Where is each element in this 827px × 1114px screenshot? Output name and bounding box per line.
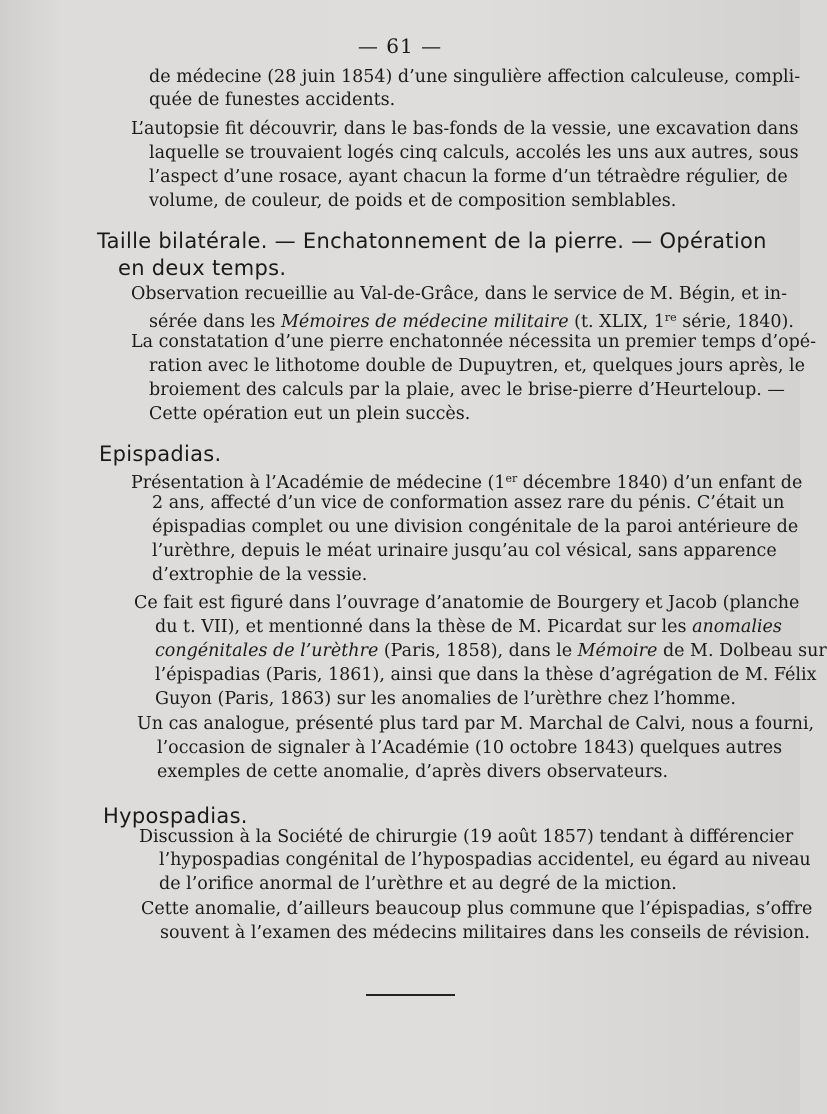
text-line: ration avec le lithotome double de Dupuytren, et, quelques jours après, le — [149, 356, 806, 376]
text-line: Discussion à la Société de chirurgie (19 août 1857) tendant à différencier — [139, 827, 794, 847]
text-line: 2 ans, affecté d’un vice de conformation assez rare du pénis. C’était un — [152, 493, 785, 513]
text-line: souvent à l’examen des médecins militaires dans les conseils de révision. — [160, 923, 810, 943]
page-number: — 61 — — [357, 34, 443, 58]
text-line: Cette opération eut un plein succès. — [149, 404, 471, 424]
text-line: Ce fait est figuré dans l’ouvrage d’anatomie de Bourgery et Jacob (planche — [134, 593, 800, 613]
text-line: congénitales de l’urèthre (Paris, 1858), dans le Mémoire de M. Dolbeau sur — [155, 641, 827, 661]
text-line: laquelle se trouvaient logés cinq calculs, accolés les uns aux autres, sous — [149, 143, 799, 163]
text-line: Guyon (Paris, 1863) sur les anomalies de l’urèthre chez l’homme. — [155, 689, 736, 709]
text-line: épispadias complet ou une division congénitale de la paroi antérieure de — [152, 517, 799, 537]
text-line: l’aspect d’une rosace, ayant chacun la forme d’un tétraèdre régulier, de — [149, 167, 788, 187]
text-line: de l’orifice anormal de l’urèthre et au degré de la miction. — [159, 874, 677, 894]
text-line: l’épispadias (Paris, 1861), ainsi que dans la thèse d’agrégation de M. Félix — [155, 665, 817, 685]
text-line: La constatation d’une pierre enchatonnée nécessita un premier temps d’opé- — [131, 332, 817, 352]
text-line: Observation recueillie au Val-de-Grâce, dans le service de M. Bégin, et in- — [131, 284, 787, 304]
section-heading: Epispadias. — [99, 442, 222, 466]
text-line: Présentation à l’Académie de médecine (1er décembre 1840) d’un enfant de — [131, 472, 803, 493]
text-line: exemples de cette anomalie, d’après divers observateurs. — [157, 762, 669, 782]
section-heading: Taille bilatérale. — Enchatonnement de la pierre. — Opération — [97, 229, 767, 253]
text-line: l’hypospadias congénital de l’hypospadias accidentel, eu égard au niveau — [159, 850, 811, 870]
text-line: quée de funestes accidents. — [149, 90, 396, 110]
end-rule — [366, 994, 455, 996]
text-line: broiement des calculs par la plaie, avec le brise-pierre d’Heurteloup. — — [149, 380, 785, 400]
text-line: de médecine (28 juin 1854) d’une singulière affection calculeuse, compli- — [149, 67, 801, 87]
section-heading: en deux temps. — [118, 256, 287, 280]
text-line: sérée dans les Mémoires de médecine militaire (t. XLIX, 1re série, 1840). — [149, 311, 794, 332]
text-line: l’urèthre, depuis le méat urinaire jusqu’au col vésical, sans apparence — [152, 541, 777, 561]
text-line: Un cas analogue, présenté plus tard par M. Marchal de Calvi, nous a fourni, — [137, 714, 815, 734]
text-line: volume, de couleur, de poids et de composition semblables. — [149, 191, 677, 211]
text-line: Cette anomalie, d’ailleurs beaucoup plus commune que l’épispadias, s’offre — [141, 899, 813, 919]
text-line: L’autopsie fit découvrir, dans le bas-fonds de la vessie, une excavation dans — [131, 119, 799, 139]
section-heading: Hypospadias. — [103, 804, 248, 828]
text-line: d’extrophie de la vessie. — [152, 565, 368, 585]
text-line: du t. VII), et mentionné dans la thèse de M. Picardat sur les anomalies — [155, 617, 782, 637]
text-line: l’occasion de signaler à l’Académie (10 octobre 1843) quelques autres — [157, 738, 783, 758]
